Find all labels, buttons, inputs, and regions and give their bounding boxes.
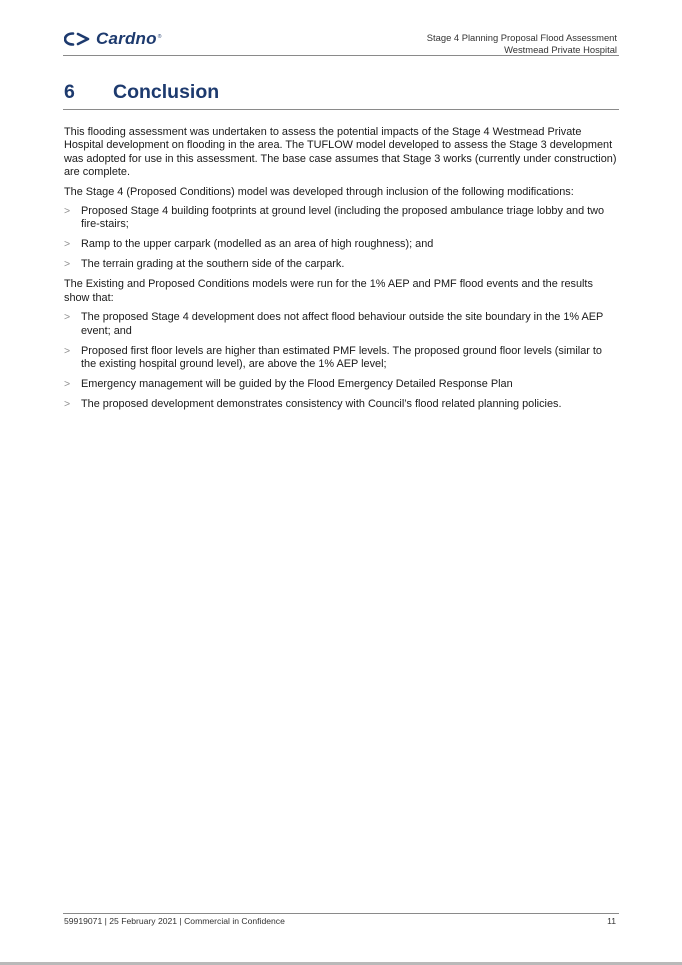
logo-wordmark: Cardno [96, 29, 157, 48]
logo-registered-mark: ® [157, 34, 162, 40]
list-item-text: Emergency management will be guided by the Flood Emergency Detailed Response Plan [81, 378, 513, 391]
list-item-text: Proposed Stage 4 building footprints at ground level (including the proposed ambulance triage lobby and two fire-stairs; [81, 205, 605, 231]
section-divider [63, 109, 619, 110]
bullet-chevron-icon: > [64, 205, 71, 218]
modifications-intro: The Stage 4 (Proposed Conditions) model was developed through inclusion of the following modifications: [64, 185, 574, 198]
list-item [64, 205, 620, 232]
bullet-chevron-icon: > [64, 311, 71, 324]
cardno-swoosh-icon [64, 32, 92, 46]
modifications-list [64, 205, 620, 272]
footer-document-info: 59919071 | 25 February 2021 | Commercial in Confidence [64, 916, 285, 926]
list-item-text: Proposed first floor levels are higher than estimated PMF levels. The proposed ground floor levels (similar to the existing hospital ground level), are above the 1% AEP level; [81, 344, 602, 371]
list-item-text: The proposed Stage 4 development does not affect flood behaviour outside the site boundary in the 1% AEP event; and [81, 311, 604, 337]
header-divider [63, 55, 619, 56]
list-item [64, 345, 620, 372]
list-item [64, 311, 620, 338]
bullet-chevron-icon: > [64, 344, 71, 357]
list-item-text: The proposed development demonstrates consistency with Council’s flood related planning policies. [81, 398, 562, 411]
bullet-chevron-icon: > [64, 258, 71, 271]
results-intro: The Existing and Proposed Conditions models were run for the 1% AEP and PMF flood events and the results show that: [64, 278, 593, 304]
header-title-line2: Westmead Private Hospital [504, 43, 617, 55]
section-heading [64, 80, 219, 104]
bullet-chevron-icon: > [64, 238, 71, 251]
intro-paragraph: This flooding assessment was undertaken to assess the potential impacts of the Stage 4 Westmead Private Hospital development on flooding in the area. The TUFLOW model developed to assess the Stage 3 development was adopted for use in this assessment. The base case assumes that Stage 3 works (currently under construction) are complete. [64, 126, 617, 179]
document-body [64, 126, 620, 418]
section-number: 6 [64, 81, 75, 103]
footer-divider [63, 913, 619, 914]
header-title-line1: Stage 4 Planning Proposal Flood Assessment [426, 32, 617, 43]
list-item-text: The terrain grading at the southern side of the carpark. [81, 258, 345, 271]
page-number: 11 [607, 916, 616, 926]
bullet-chevron-icon: > [64, 378, 71, 391]
results-list [64, 311, 620, 411]
list-item [64, 378, 620, 391]
list-item-text: Ramp to the upper carpark (modelled as an area of high roughness); and [81, 238, 434, 251]
document-header-title [427, 32, 617, 55]
list-item [64, 238, 620, 251]
list-item [64, 258, 620, 271]
section-title: Conclusion [113, 81, 220, 103]
cardno-logo [64, 29, 161, 49]
bullet-chevron-icon: > [64, 398, 71, 411]
list-item [64, 398, 620, 411]
